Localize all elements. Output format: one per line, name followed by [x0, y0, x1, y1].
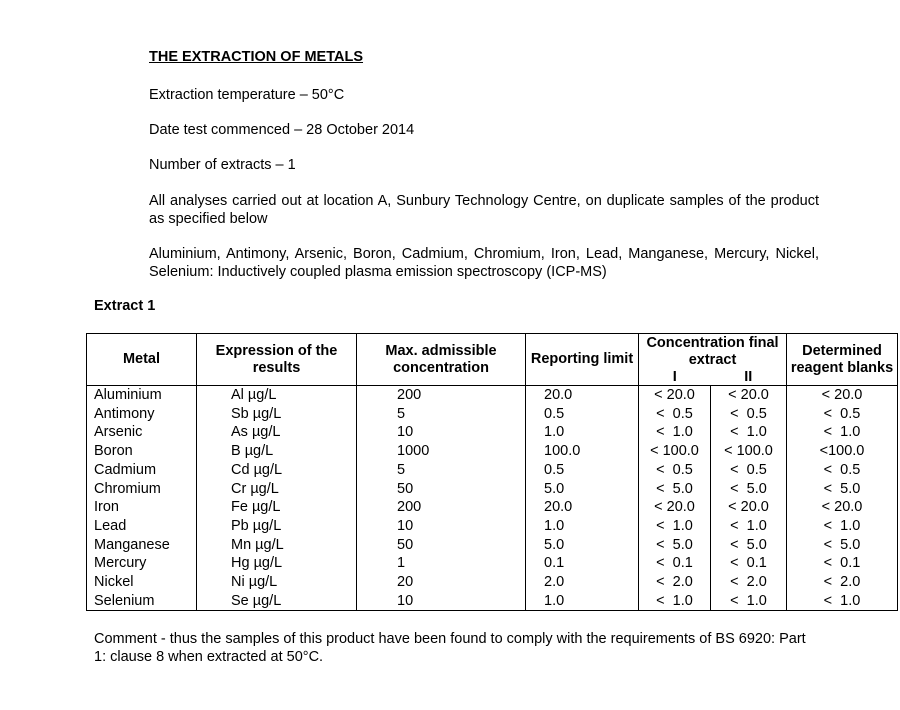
cell-concentration-i: < 20.0	[639, 386, 711, 405]
cell-reagent-blank: < 0.5	[787, 461, 898, 480]
cell-concentration-ii: < 2.0	[711, 573, 787, 592]
header-col-i: I	[639, 369, 711, 386]
cell-metal: Manganese	[87, 536, 197, 555]
cell-reagent-blank: < 2.0	[787, 573, 898, 592]
cell-reagent-blank: < 1.0	[787, 517, 898, 536]
cell-concentration-i: < 1.0	[639, 592, 711, 611]
cell-concentration-ii: < 0.5	[711, 461, 787, 480]
date-commenced: Date test commenced – 28 October 2014	[149, 122, 415, 138]
cell-reporting-limit: 20.0	[526, 498, 639, 517]
table-row	[87, 461, 898, 480]
extraction-temperature: Extraction temperature – 50°C	[149, 87, 345, 103]
header-reagent-blanks: Determined reagent blanks	[787, 334, 898, 386]
cell-reporting-limit: 1.0	[526, 517, 639, 536]
cell-metal: Antimony	[87, 405, 197, 424]
cell-expression: Cd µg/L	[197, 461, 357, 480]
cell-concentration-i: < 5.0	[639, 480, 711, 499]
extract-label: Extract 1	[94, 298, 156, 314]
cell-metal: Arsenic	[87, 423, 197, 442]
cell-reagent-blank: < 5.0	[787, 536, 898, 555]
cell-reagent-blank: < 5.0	[787, 480, 898, 499]
cell-expression: As µg/L	[197, 423, 357, 442]
cell-concentration-ii: < 5.0	[711, 480, 787, 499]
header-reporting-limit: Reporting limit	[526, 334, 639, 386]
cell-reagent-blank: < 20.0	[787, 386, 898, 405]
method-note: Aluminium, Antimony, Arsenic, Boron, Cadmium, Chromium, Iron, Lead, Manganese, Mercury, Nickel, Selenium: Inductively coupled plasma emission spectroscopy (ICP-MS)	[149, 246, 819, 280]
cell-max-concentration: 10	[357, 423, 526, 442]
cell-metal: Cadmium	[87, 461, 197, 480]
cell-concentration-i: < 5.0	[639, 536, 711, 555]
document-title: THE EXTRACTION OF METALS	[149, 49, 364, 65]
cell-expression: Ni µg/L	[197, 573, 357, 592]
cell-reporting-limit: 5.0	[526, 480, 639, 499]
cell-concentration-ii: < 1.0	[711, 517, 787, 536]
cell-reagent-blank: < 0.5	[787, 405, 898, 424]
table-row	[87, 554, 898, 573]
cell-concentration-ii: < 100.0	[711, 442, 787, 461]
comment: Comment - thus the samples of this product have been found to comply with the requirements of BS 6920: Part 1: clause 8 when extracted at 50°C.	[94, 631, 806, 665]
cell-reagent-blank: < 1.0	[787, 592, 898, 611]
table-row	[87, 480, 898, 499]
cell-metal: Aluminium	[87, 386, 197, 405]
cell-reporting-limit: 2.0	[526, 573, 639, 592]
cell-concentration-i: < 2.0	[639, 573, 711, 592]
cell-concentration-i: < 1.0	[639, 517, 711, 536]
table-row	[87, 386, 898, 405]
cell-reagent-blank: <100.0	[787, 442, 898, 461]
number-of-extracts: Number of extracts – 1	[149, 157, 296, 173]
cell-max-concentration: 5	[357, 461, 526, 480]
table-row	[87, 517, 898, 536]
header-metal: Metal	[87, 334, 197, 386]
cell-expression: Al µg/L	[197, 386, 357, 405]
cell-reagent-blank: < 0.1	[787, 554, 898, 573]
cell-concentration-ii: < 1.0	[711, 423, 787, 442]
cell-concentration-i: < 0.5	[639, 461, 711, 480]
cell-concentration-i: < 20.0	[639, 498, 711, 517]
cell-concentration-i: < 0.1	[639, 554, 711, 573]
cell-max-concentration: 50	[357, 536, 526, 555]
header-max-concentration: Max. admissible concentration	[357, 334, 526, 386]
header-concentration: Concentration final extract	[639, 334, 787, 370]
cell-concentration-ii: < 20.0	[711, 498, 787, 517]
cell-metal: Nickel	[87, 573, 197, 592]
cell-concentration-ii: < 5.0	[711, 536, 787, 555]
table-row	[87, 573, 898, 592]
cell-expression: Se µg/L	[197, 592, 357, 611]
cell-reporting-limit: 0.1	[526, 554, 639, 573]
table-row	[87, 592, 898, 611]
cell-metal: Boron	[87, 442, 197, 461]
cell-reporting-limit: 1.0	[526, 423, 639, 442]
cell-max-concentration: 50	[357, 480, 526, 499]
cell-metal: Iron	[87, 498, 197, 517]
cell-concentration-i: < 100.0	[639, 442, 711, 461]
table-row	[87, 442, 898, 461]
cell-reporting-limit: 1.0	[526, 592, 639, 611]
cell-expression: Hg µg/L	[197, 554, 357, 573]
cell-reporting-limit: 20.0	[526, 386, 639, 405]
cell-concentration-i: < 0.5	[639, 405, 711, 424]
results-body	[87, 386, 898, 611]
cell-metal: Selenium	[87, 592, 197, 611]
cell-expression: Sb µg/L	[197, 405, 357, 424]
cell-expression: Cr µg/L	[197, 480, 357, 499]
header-expression: Expression of the results	[197, 334, 357, 386]
cell-max-concentration: 20	[357, 573, 526, 592]
cell-max-concentration: 10	[357, 592, 526, 611]
results-table	[86, 333, 898, 611]
analyses-note: All analyses carried out at location A, Sunbury Technology Centre, on duplicate samples of the product as specified below	[149, 193, 819, 227]
cell-max-concentration: 200	[357, 386, 526, 405]
cell-metal: Lead	[87, 517, 197, 536]
cell-reagent-blank: < 1.0	[787, 423, 898, 442]
table-row	[87, 536, 898, 555]
cell-metal: Chromium	[87, 480, 197, 499]
cell-concentration-i: < 1.0	[639, 423, 711, 442]
cell-concentration-ii: < 0.1	[711, 554, 787, 573]
cell-concentration-ii: < 0.5	[711, 405, 787, 424]
table-row	[87, 498, 898, 517]
header-col-ii: II	[711, 369, 787, 386]
cell-reporting-limit: 100.0	[526, 442, 639, 461]
cell-max-concentration: 10	[357, 517, 526, 536]
cell-max-concentration: 5	[357, 405, 526, 424]
cell-reporting-limit: 5.0	[526, 536, 639, 555]
cell-reporting-limit: 0.5	[526, 461, 639, 480]
cell-metal: Mercury	[87, 554, 197, 573]
cell-expression: Fe µg/L	[197, 498, 357, 517]
cell-max-concentration: 1	[357, 554, 526, 573]
cell-reporting-limit: 0.5	[526, 405, 639, 424]
table-row	[87, 423, 898, 442]
cell-max-concentration: 1000	[357, 442, 526, 461]
cell-expression: B µg/L	[197, 442, 357, 461]
table-row	[87, 405, 898, 424]
cell-expression: Mn µg/L	[197, 536, 357, 555]
cell-expression: Pb µg/L	[197, 517, 357, 536]
cell-max-concentration: 200	[357, 498, 526, 517]
cell-concentration-ii: < 1.0	[711, 592, 787, 611]
cell-reagent-blank: < 20.0	[787, 498, 898, 517]
cell-concentration-ii: < 20.0	[711, 386, 787, 405]
